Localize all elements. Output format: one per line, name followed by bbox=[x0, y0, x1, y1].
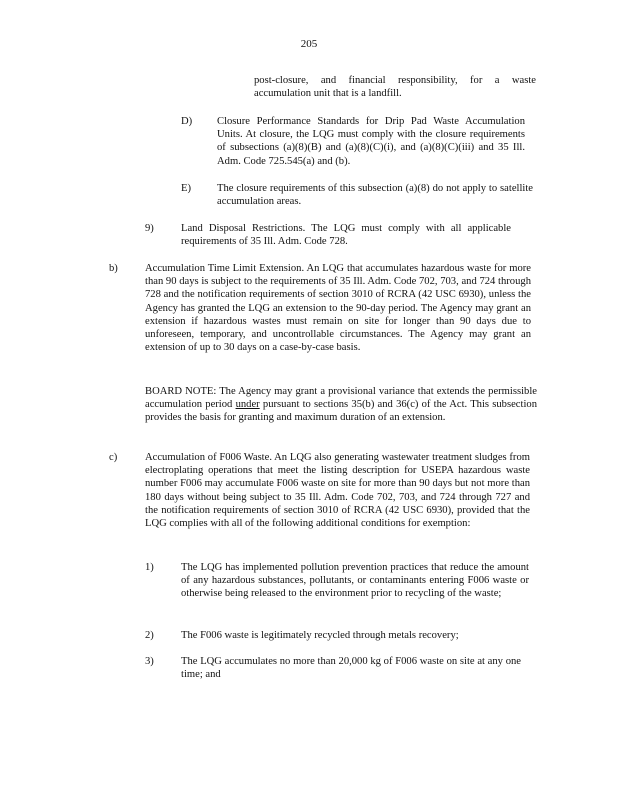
page-number: 205 bbox=[300, 38, 318, 50]
item-9-text: Land Disposal Restrictions. The LQG must comply with all applicable requirements of 35 Ill. Adm. Code 728. bbox=[181, 223, 511, 248]
item-e-label: E) bbox=[181, 183, 191, 194]
item-d-label: D) bbox=[181, 116, 193, 127]
board-note bbox=[145, 385, 537, 425]
item-c-label: c) bbox=[109, 452, 118, 463]
continued-paragraph: post-closure, and financial responsibility, for a waste accumulation unit that is a landfill. bbox=[254, 75, 536, 100]
item-b-label: b) bbox=[109, 263, 118, 274]
item-d-text: Closure Performance Standards for Drip Pad Waste Accumulation Units. At closure, the LQG must comply with the closure requirements of subsections (a)(8)(B) and (a)(8)(C)(i), and (a)(8)(C)(iii) and 35 Ill. Adm. Code 725.545(a) and (b). bbox=[217, 116, 525, 167]
board-note-text-before: BOARD NOTE: The Agency may grant a provisional variance that extends the permissible accumulation period bbox=[145, 386, 537, 411]
item-b-text: Accumulation Time Limit Extension. An LQG that accumulates hazardous waste for more than 90 days is subject to the requirements of 35 Ill. Adm. Code 702, 703, and 724 through 728 and the notification requirements of section 3010 of RCRA (42 USC 6930), unless the Agency has granted the LQG an extension to the 90-day period. The Agency may grant an extension if hazardous wastes must remain on site for longer than 90 days due to unforeseen, temporary, and uncontrollable circumstances. The Agency may grant an extension of up to 30 days on a case-by-case basis. bbox=[145, 263, 531, 354]
board-note-text-after: pursuant to sections 35(b) and 36(c) of the Act. This subsection provides the basis for granting and maximum duration of an extension. bbox=[145, 399, 537, 424]
sub-item-2-label: 2) bbox=[145, 630, 154, 641]
sub-item-1-label: 1) bbox=[145, 562, 154, 573]
item-9-label: 9) bbox=[145, 223, 154, 234]
item-c-text: Accumulation of F006 Waste. An LQG also generating wastewater treatment sludges from electroplating operations that meet the listing description for USEPA hazardous waste number F006 may accumulate F006 waste on site for more than 90 days but not more than 180 days without being subject to 35 Ill. Adm. Code 702, 703, and 724 through 727 and the notification requirements of section 3010 of RCRA (42 USC 6930), provided that the LQG complies with all of the following additional conditions for exemption: bbox=[145, 452, 530, 530]
board-note-underlined-word: under bbox=[235, 399, 260, 411]
sub-item-3-text: The LQG accumulates no more than 20,000 kg of F006 waste on site at any one time; and bbox=[181, 656, 521, 681]
sub-item-3-label: 3) bbox=[145, 656, 154, 667]
sub-item-1-text: The LQG has implemented pollution prevention practices that reduce the amount of any hazardous substances, pollutants, or contaminants entering F006 waste or otherwise being released to the environment prior to recycling of the waste; bbox=[181, 562, 529, 600]
sub-item-2-text: The F006 waste is legitimately recycled through metals recovery; bbox=[181, 630, 459, 641]
item-e-text: The closure requirements of this subsection (a)(8) do not apply to satellite accumulation areas. bbox=[217, 183, 533, 208]
